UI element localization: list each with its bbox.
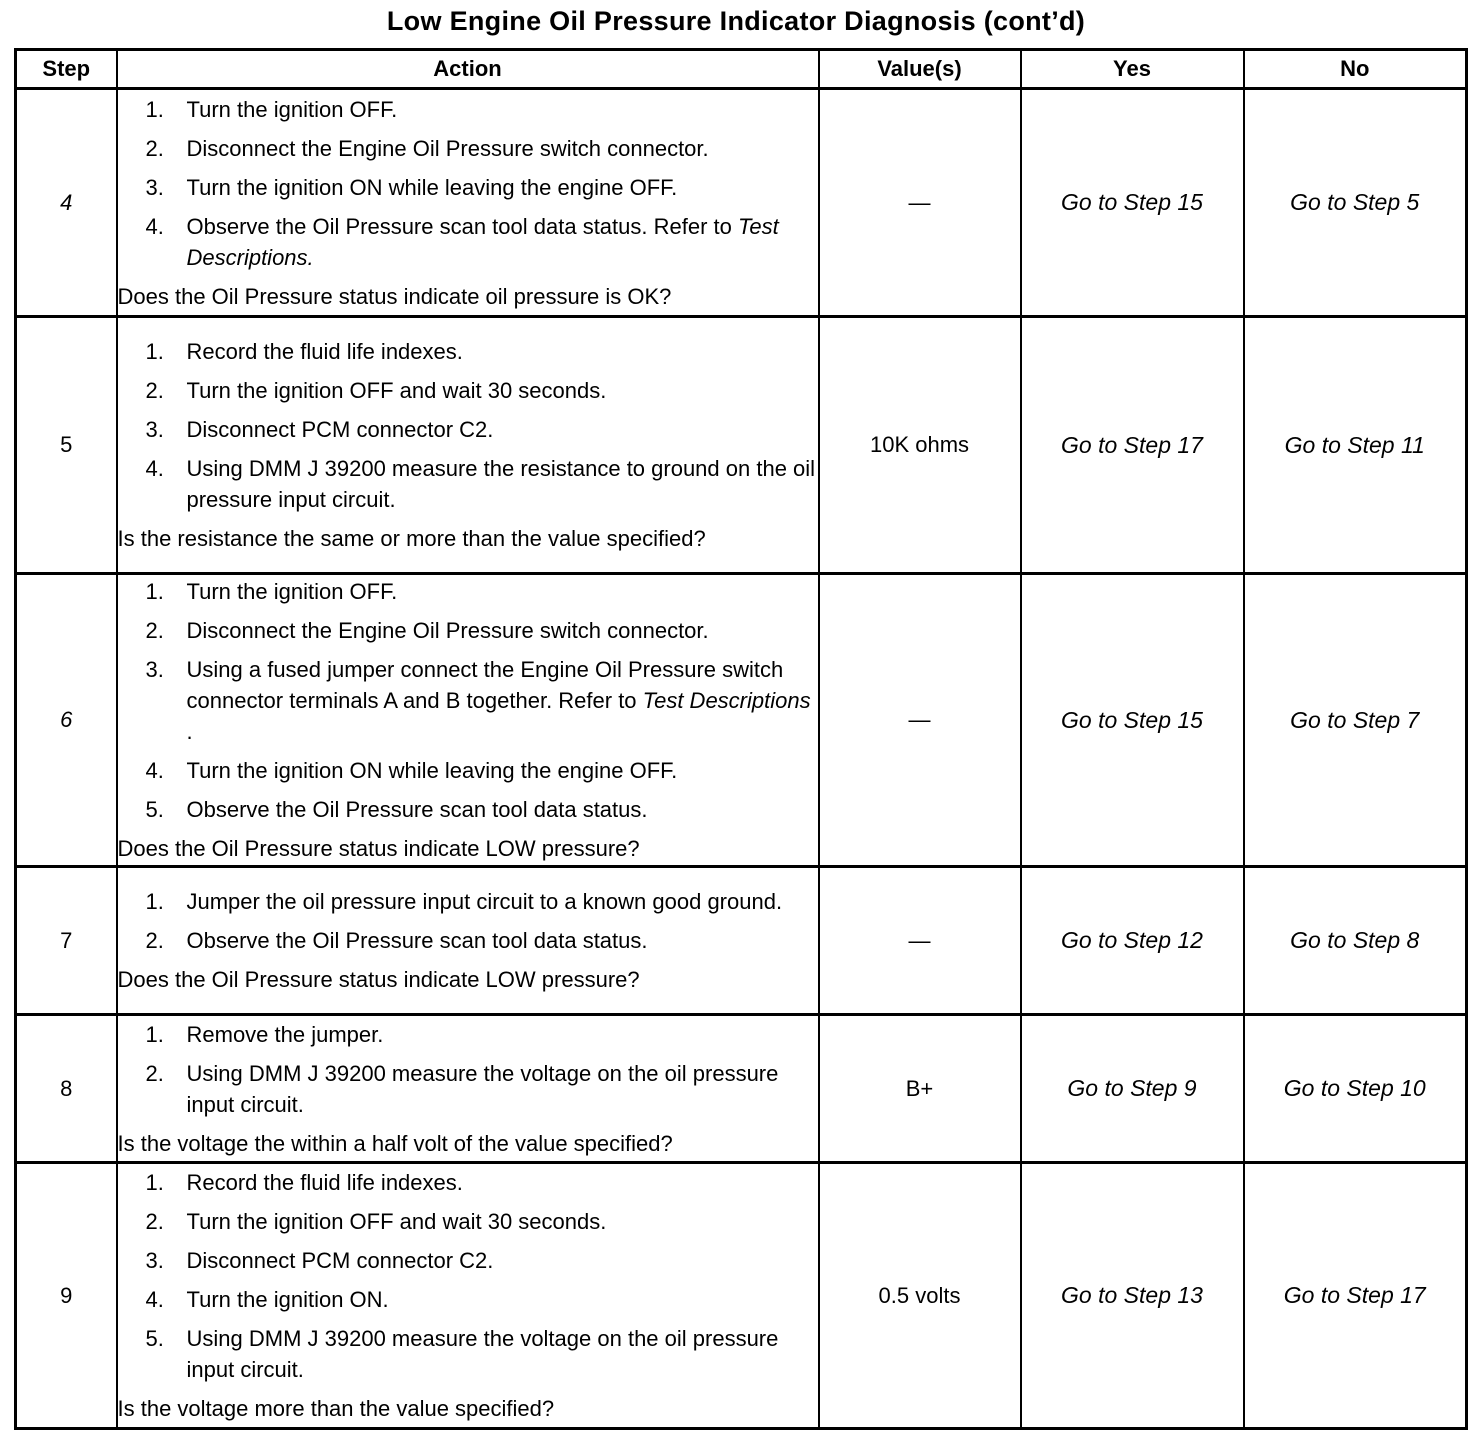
substep-item [118, 211, 818, 273]
action-cell [117, 1015, 819, 1163]
step-number: 6 [16, 574, 117, 867]
substep-item [118, 654, 818, 747]
substep-number: 1. [145, 339, 164, 364]
no-goto: Go to Step 5 [1244, 89, 1467, 317]
yes-goto: Go to Step 15 [1021, 574, 1244, 867]
substep-text: Turn the ignition ON while leaving the engine OFF. [186, 758, 678, 783]
substep-number: 1. [145, 96, 164, 122]
substep-number: 2. [145, 928, 164, 953]
column-header-values: Value(s) [819, 50, 1021, 89]
substep-number: 2. [145, 1060, 164, 1086]
substep-number: 5. [145, 1326, 164, 1351]
substep-text: Observe the Oil Pressure scan tool data status. [186, 797, 648, 822]
substep-text: Remove the jumper. [186, 1021, 384, 1047]
value-cell: — [819, 89, 1021, 317]
yes-goto: Go to Step 9 [1021, 1015, 1244, 1163]
substep-text: Disconnect the Engine Oil Pressure switch connector. [186, 618, 709, 643]
step-question: Is the resistance the same or more than the value specified? [117, 526, 706, 551]
substep-number: 4. [145, 758, 164, 783]
substep-text: Observe the Oil Pressure scan tool data status. Refer to [186, 213, 732, 239]
substep-list [118, 886, 818, 956]
column-header-action: Action [117, 50, 819, 89]
substep-number: 3. [145, 174, 164, 200]
substep-number: 3. [145, 417, 164, 442]
substep-trailing-text: . [186, 719, 193, 744]
substep-text: Turn the ignition OFF and wait 30 seconds. [186, 378, 607, 403]
substep-item [118, 1284, 818, 1315]
no-goto: Go to Step 7 [1244, 574, 1467, 867]
substep-number: 1. [145, 1170, 164, 1195]
value-cell: B+ [819, 1015, 1021, 1163]
action-cell [117, 89, 819, 317]
table-row [16, 1015, 1467, 1163]
substep-number: 3. [145, 657, 164, 682]
page-title: Low Engine Oil Pressure Indicator Diagnosis (cont’d) [386, 6, 1086, 36]
substep-list [118, 94, 818, 273]
substep-item [118, 1019, 818, 1050]
substep-text: Using DMM J 39200 measure the resistance to ground on the oil pressure input circuit. [186, 456, 816, 512]
substep-item [118, 794, 818, 825]
step-question: Does the Oil Pressure status indicate LOW pressure? [117, 836, 640, 861]
substep-text: Disconnect PCM connector C2. [186, 1248, 494, 1273]
table-row [16, 317, 1467, 574]
no-goto: Go to Step 8 [1244, 867, 1467, 1015]
substep-item [118, 886, 818, 917]
action-cell [117, 574, 819, 867]
step-question: Is the voltage the within a half volt of the value specified? [117, 1130, 673, 1156]
column-header-yes: Yes [1021, 50, 1244, 89]
substep-item [118, 453, 818, 515]
substep-item [118, 925, 818, 956]
substep-item [118, 755, 818, 786]
substep-item [118, 172, 818, 203]
substep-number: 5. [145, 797, 164, 822]
table-row [16, 574, 1467, 867]
substep-text: Turn the ignition ON while leaving the engine OFF. [186, 174, 678, 200]
no-goto: Go to Step 11 [1244, 317, 1467, 574]
step-number: 4 [16, 89, 117, 317]
step-number: 8 [16, 1015, 117, 1163]
substep-text: Turn the ignition OFF. [186, 579, 398, 604]
substep-text: Turn the ignition OFF. [186, 96, 398, 122]
substep-item [118, 133, 818, 164]
substep-text: Observe the Oil Pressure scan tool data status. [186, 928, 648, 953]
no-goto: Go to Step 17 [1244, 1163, 1467, 1429]
substep-item [118, 1206, 818, 1237]
step-question: Does the Oil Pressure status indicate LOW pressure? [117, 967, 640, 992]
substep-list [118, 1167, 818, 1385]
substep-number: 1. [145, 579, 164, 604]
substep-text: Record the fluid life indexes. [186, 339, 463, 364]
column-header-no: No [1244, 50, 1467, 89]
substep-item [118, 615, 818, 646]
yes-goto: Go to Step 12 [1021, 867, 1244, 1015]
substep-number: 1. [145, 1021, 164, 1047]
substep-text: Using a fused jumper connect the Engine Oil Pressure switch connector terminals A and B together. Refer to [186, 657, 784, 713]
substep-text: Record the fluid life indexes. [186, 1170, 463, 1195]
column-header-step: Step [16, 50, 117, 89]
value-cell: — [819, 867, 1021, 1015]
substep-item [118, 576, 818, 607]
action-cell [117, 317, 819, 574]
table-row [16, 1163, 1467, 1429]
substep-item [118, 1058, 818, 1120]
substep-list [118, 576, 818, 825]
substep-text: Jumper the oil pressure input circuit to a known good ground. [186, 889, 783, 914]
value-cell: — [819, 574, 1021, 867]
value-cell: 0.5 volts [819, 1163, 1021, 1429]
substep-text: Disconnect PCM connector C2. [186, 417, 494, 442]
action-cell [117, 1163, 819, 1429]
substep-number: 4. [145, 213, 164, 239]
substep-item [118, 94, 818, 125]
step-number: 5 [16, 317, 117, 574]
substep-text: Turn the ignition OFF and wait 30 seconds. [186, 1209, 607, 1234]
substep-number: 2. [145, 135, 164, 161]
substep-list [118, 1019, 818, 1120]
value-cell: 10K ohms [819, 317, 1021, 574]
substep-text: Turn the ignition ON. [186, 1287, 389, 1312]
substep-number: 3. [145, 1248, 164, 1273]
table-row [16, 867, 1467, 1015]
yes-goto: Go to Step 15 [1021, 89, 1244, 317]
substep-item [118, 1323, 818, 1385]
substep-number: 1. [145, 889, 164, 914]
substep-item [118, 414, 818, 445]
yes-goto: Go to Step 13 [1021, 1163, 1244, 1429]
substep-text: Disconnect the Engine Oil Pressure switch connector. [186, 135, 709, 161]
diagnosis-table [14, 48, 1468, 1430]
substep-item [118, 375, 818, 406]
reference-link-text: Test Descriptions [642, 688, 811, 713]
table-body [16, 89, 1467, 1429]
substep-text: Using DMM J 39200 measure the voltage on the oil pressure input circuit. [186, 1060, 779, 1117]
substep-number: 4. [145, 456, 164, 481]
step-number: 9 [16, 1163, 117, 1429]
substep-number: 2. [145, 1209, 164, 1234]
step-question: Does the Oil Pressure status indicate oil pressure is OK? [117, 283, 672, 309]
no-goto: Go to Step 10 [1244, 1015, 1467, 1163]
substep-item [118, 1245, 818, 1276]
table-row [16, 89, 1467, 317]
yes-goto: Go to Step 17 [1021, 317, 1244, 574]
substep-text: Using DMM J 39200 measure the voltage on the oil pressure input circuit. [186, 1326, 779, 1382]
step-number: 7 [16, 867, 117, 1015]
step-question: Is the voltage more than the value specified? [117, 1396, 555, 1421]
substep-list [118, 336, 818, 515]
substep-number: 2. [145, 378, 164, 403]
substep-item [118, 1167, 818, 1198]
substep-number: 2. [145, 618, 164, 643]
reference-link-text: Test Descriptions. [186, 213, 779, 270]
substep-number: 4. [145, 1287, 164, 1312]
action-cell [117, 867, 819, 1015]
substep-item [118, 336, 818, 367]
table-header-row [16, 50, 1467, 89]
